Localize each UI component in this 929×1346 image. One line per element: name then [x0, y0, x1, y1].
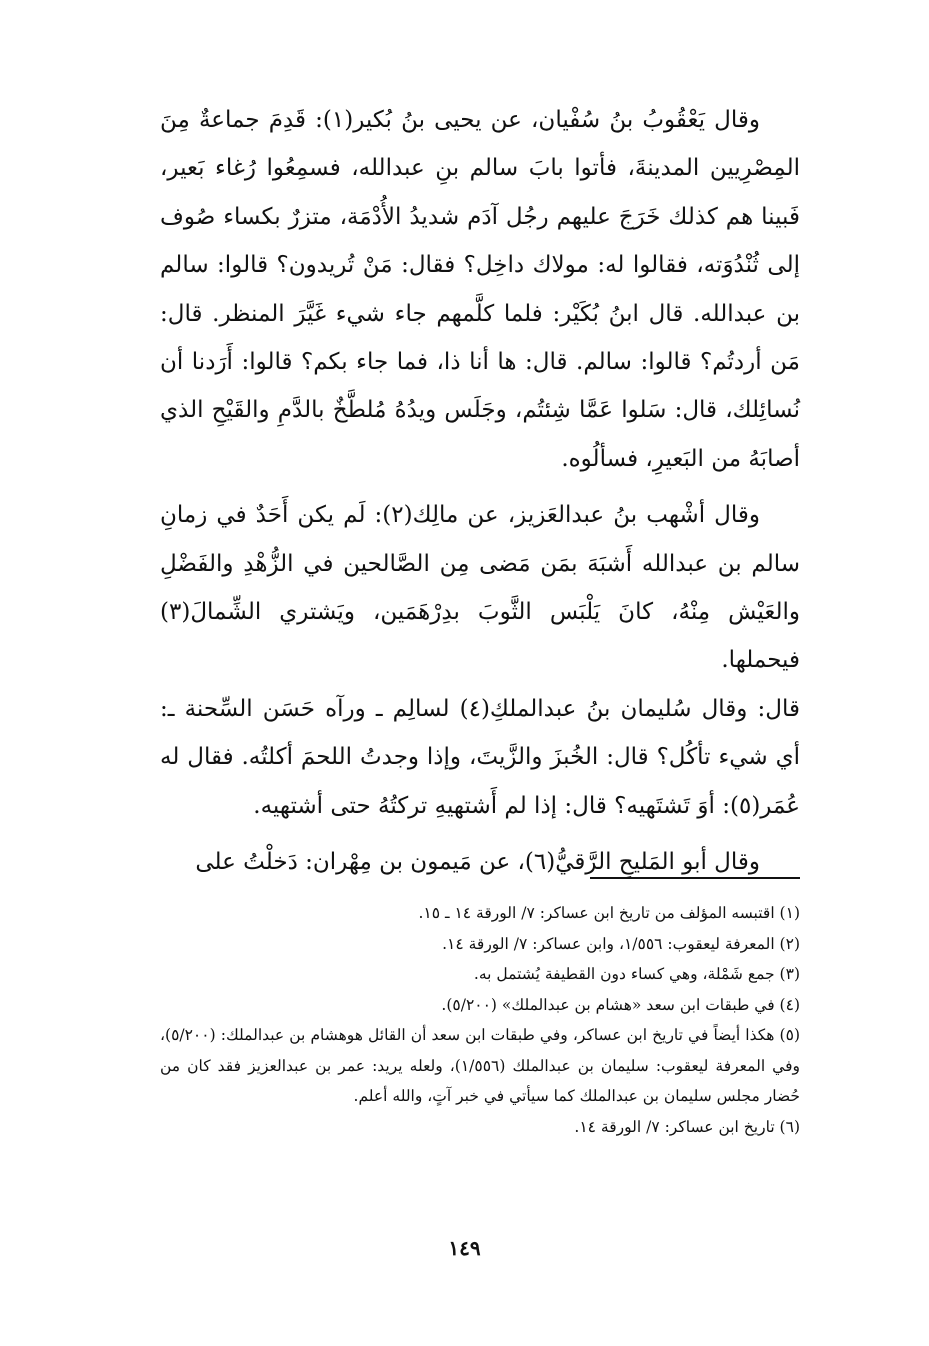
paragraph-4: وقال أبو المَليحِ الرَّقيُّ(٦)، عن مَيمون بن مِهْران: دَخلْتُ على [195, 849, 760, 876]
footnote-3: (٣) جمع شَمْلة، وهي كساء دون القطيفة يُشتمل به. [473, 965, 800, 983]
page-number: ١٤٩ [448, 1236, 481, 1260]
footnote-1: (١) اقتبسه المؤلف من تاريخ ابن عساكر: ٧/ الورقة ١٤ ـ ١٥. [418, 904, 800, 922]
footnotes [160, 898, 800, 1142]
paragraph-2: وقال أشْهب بنُ عبدالعَزيز، عن مالِك(٢): لَم يكن أَحَدٌ في زمانِ سالم بن عبدالله أَشبَهَ بمَن مَضى مِن الصَّالحين في الزُّهْدِ والفَضْلِ والعَيْش مِنْهُ، كانَ يَلْبَس الثَّوبَ بدِرْهَمَين، ويَشتري الشِّمالَ(٣) فيحملها. [160, 502, 800, 674]
paragraph-1: وقال يَعْقُوبُ بنُ سُفْيان، عن يحيى بنُ بُكير(١): قَدِمَ جماعةٌ مِنَ المِصْرِيين المدينةَ، فأتوا بابَ سالم بنِ عبدالله، فسمِعُوا رُغاء بَعير، فَبينا هم كذلك خَرَجَ عليهم رجُل آدَم شديدُ الأُدْمَة، متزرٌ بكساء صُوف إلى ثُنْدُوَته، فقالوا له: مولاك داخِل؟ فقال: مَنْ تُريدون؟ قالوا: سالم بن عبدالله. قال ابنُ بُكَيْر: فلما كلَّمهم جاء شيء غَيَّرَ المنظر. قال: مَن أردتُم؟ قالوا: سالم. قال: ها أنا ذا، فما جاء بكم؟ قالوا: أَرَدنا أن نُسائِلك، قال: سَلوا عَمَّا شِئتُم، وجَلَس ويدُهُ مُلطَّخٌ بالدَّمِ والقَيْحِ الذي أصابَهُ من البَعيرِ، فسألُوه. [160, 107, 800, 472]
paragraph-3: قال: وقال سُليمان بنُ عبدالملكِ(٤) لسالِم ـ ورآه حَسَن السِّحنة ـ: أي شيء تأكُل؟ قال: الخُبزَ والزَّيتَ، وإذا وجدتُ اللحمَ أكلتُه. فقال له عُمَر(٥): أوَ تَشتَهيه؟ قال: إذا لم أَشتهيهِ تركتُهُ حتى أشتهيه. [160, 695, 800, 819]
footnote-separator [590, 877, 800, 879]
main-text [160, 96, 800, 887]
footnote-6: (٦) تاريخ ابن عساكر: ٧/ الورقة ١٤. [574, 1117, 800, 1136]
footnote-5: (٥) هكذا أيضاً في تاريخ ابن عساكر، وفي طبقات ابن سعد أن القائل هوهشام بن عبدالملك: (٥/٢٠٠)، وفي المعرفة ليعقوب: سليمان بن عبدالملك (١/٥٥٦)، ولعله يريد: عمر بن عبدالعزيز فقد كان من حُضار مجلس سليمان بن عبدالملك كما سيأتي في خبر آتٍ، والله أعلم. [160, 1026, 800, 1105]
footnote-2: (٢) المعرفة ليعقوب: ١/٥٥٦، وابن عساكر: ٧/ الورقة ١٤. [442, 934, 800, 953]
footnote-4: (٤) في طبقات ابن سعد «هشام بن عبدالملك» (٥/٢٠٠). [441, 995, 800, 1014]
